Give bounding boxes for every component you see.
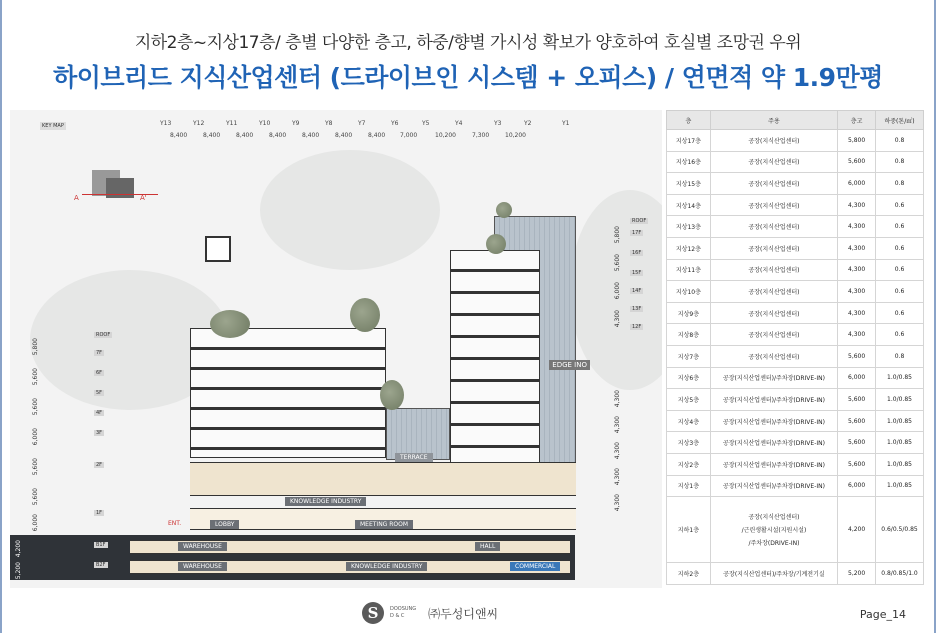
header-use: 주용 [710, 111, 837, 130]
cell-use: 공장(지식산업센터) [710, 281, 837, 303]
cell-load: 0.8 [876, 151, 924, 173]
grid-label: Y3 [494, 120, 502, 127]
level-tag: 2F [96, 462, 103, 468]
floor-height-dim: 6,000 [614, 282, 621, 300]
floor-height-dim: 4,200 [15, 540, 22, 558]
level-tag: 13F [632, 306, 642, 312]
terrace-tree [380, 380, 404, 410]
span-dimension: 7,300 [472, 132, 490, 139]
header-floor: 층 [667, 111, 711, 130]
grid-label: Y4 [455, 120, 463, 127]
cell-floor: 지상13층 [667, 216, 711, 238]
table-row [667, 151, 924, 173]
floor-height-dim: 4,300 [614, 442, 621, 460]
cell-load: 0.6/0.5/0.85 [876, 497, 924, 563]
level-tag: 16F [632, 250, 642, 256]
floor-height-dim: 6,000 [32, 514, 39, 532]
knowledge-industry-label: KNOWLEDGE INDUSTRY [285, 497, 366, 506]
grid-dimensions [160, 120, 582, 150]
cell-load: 1.0/0.85 [876, 475, 924, 497]
cell-height: 5,600 [838, 389, 876, 411]
level-tag: 6F [96, 370, 103, 376]
logo-text [390, 606, 416, 620]
cell-use: 공장(지식산업센터) [710, 173, 837, 195]
span-dimension: 8,400 [170, 132, 188, 139]
background-foliage [260, 150, 440, 270]
hall-label: HALL [475, 542, 500, 551]
cell-use [710, 497, 837, 563]
level-tag: 4F [96, 410, 103, 416]
level-tag: 14F [632, 288, 642, 294]
rooftop-tree [486, 234, 506, 254]
span-dimension: 10,200 [435, 132, 456, 139]
company-name: ㈜두성디앤씨 [428, 606, 499, 621]
cell-floor: 지상2층 [667, 453, 711, 475]
cell-load: 0.8/0.85/1.0 [876, 563, 924, 585]
cell-height: 6,000 [838, 475, 876, 497]
cell-load: 0.8 [876, 130, 924, 152]
logo-line: DOOSUNG [390, 606, 417, 612]
floor-height-dim: 4,300 [614, 416, 621, 434]
cell-load: 0.8 [876, 173, 924, 195]
span-dimension: 10,200 [505, 132, 526, 139]
cell-use: 공장(지식산업센터) [710, 151, 837, 173]
table-header-row [667, 111, 924, 130]
cell-load: 1.0/0.85 [876, 432, 924, 454]
cell-use: 공장(지식산업센터)/주차장(DRIVE-IN) [710, 389, 837, 411]
grid-label: Y9 [292, 120, 300, 127]
cell-floor: 지상16층 [667, 151, 711, 173]
cell-load: 0.6 [876, 216, 924, 238]
span-dimension: 8,400 [368, 132, 386, 139]
table-row [667, 194, 924, 216]
cell-height: 5,800 [838, 130, 876, 152]
cell-use: 공장(지식산업센터)/주차장(DRIVE-IN) [710, 453, 837, 475]
cell-floor: 지상1층 [667, 475, 711, 497]
cell-use: 공장(지식산업센터) [710, 259, 837, 281]
terrace-label: TERRACE [395, 453, 433, 462]
keymap-diagram [74, 170, 162, 210]
table-row [667, 410, 924, 432]
span-dimension: 8,400 [302, 132, 320, 139]
cell-load: 0.6 [876, 259, 924, 281]
cell-load: 1.0/0.85 [876, 367, 924, 389]
cell-height: 5,600 [838, 345, 876, 367]
table-row [667, 281, 924, 303]
cell-floor: 지상15층 [667, 173, 711, 195]
use-line: 공장(지식산업센터) [748, 514, 800, 522]
cell-use: 공장(지식산업센터)/주차장(DRIVE-IN) [710, 475, 837, 497]
cell-load: 0.6 [876, 281, 924, 303]
cell-use: 공장(지식산업센터) [710, 302, 837, 324]
cell-floor: 지상7층 [667, 345, 711, 367]
knowledge-industry-b2-label: KNOWLEDGE INDUSTRY [346, 562, 427, 571]
keymap-label: KEY MAP [42, 123, 64, 129]
table-row [667, 432, 924, 454]
cell-use: 공장(지식산업센터) [710, 194, 837, 216]
cell-height: 4,300 [838, 324, 876, 346]
cell-height: 4,300 [838, 281, 876, 303]
cell-load: 0.6 [876, 302, 924, 324]
floor-height-dim: 6,000 [32, 428, 39, 446]
page-subtitle: 지하2층~지상17층/ 층별 다양한 층고, 하중/향별 가시성 확보가 양호하여 호실별 조망권 우위 [134, 33, 802, 53]
cell-floor: 지상3층 [667, 432, 711, 454]
cell-load: 0.6 [876, 237, 924, 259]
section-mark-a: A [74, 194, 79, 202]
rooftop-tree [496, 202, 512, 218]
warehouse-b1-label: WAREHOUSE [178, 542, 227, 551]
cell-height: 4,300 [838, 194, 876, 216]
cell-floor: 지상17층 [667, 130, 711, 152]
cell-floor: 지상6층 [667, 367, 711, 389]
floor-height-dim: 4,300 [614, 390, 621, 408]
span-dimension: 8,400 [335, 132, 353, 139]
cell-use: 공장(지식산업센터) [710, 130, 837, 152]
cell-floor: 지상9층 [667, 302, 711, 324]
page-number: Page_14 [859, 608, 906, 621]
cell-floor: 지하1층 [667, 497, 711, 563]
level-tag: 12F [632, 324, 642, 330]
header-height: 층고 [838, 111, 876, 130]
cell-height: 5,600 [838, 151, 876, 173]
cell-height: 4,200 [838, 497, 876, 563]
table-row [667, 497, 924, 563]
cell-load: 0.6 [876, 194, 924, 216]
table-row [667, 563, 924, 585]
level-tag: 17F [632, 230, 642, 236]
edge-line-label: EDGE INO [549, 360, 590, 370]
level-tag: ROOF [632, 218, 647, 224]
knowledge-industry-floor [190, 462, 576, 496]
table-row [667, 259, 924, 281]
span-dimension: 7,000 [400, 132, 418, 139]
span-dimension: 8,400 [236, 132, 254, 139]
cell-floor: 지하2층 [667, 563, 711, 585]
tower-floors [450, 250, 540, 480]
floor-height-dim: 5,800 [614, 226, 621, 244]
table-row [667, 324, 924, 346]
cell-floor: 지상8층 [667, 324, 711, 346]
grid-label: Y11 [226, 120, 238, 127]
level-tag: ROOF [96, 332, 111, 338]
header-load: 하중(톤/㎡) [876, 111, 924, 130]
cell-floor: 지상4층 [667, 410, 711, 432]
rooftop-tree [350, 298, 380, 332]
cell-floor: 지상14층 [667, 194, 711, 216]
cell-floor: 지상10층 [667, 281, 711, 303]
cell-load: 1.0/0.85 [876, 453, 924, 475]
floor-height-dim: 4,300 [614, 310, 621, 328]
cell-load: 0.8 [876, 345, 924, 367]
table-row [667, 367, 924, 389]
warehouse-b2-label: WAREHOUSE [178, 562, 227, 571]
level-tag: B1F [96, 542, 106, 548]
table-row [667, 302, 924, 324]
floor-height-dim: 5,600 [32, 458, 39, 476]
section-drawing [10, 110, 662, 588]
commercial-label: COMMERCIAL [510, 562, 560, 571]
grid-label: Y2 [524, 120, 532, 127]
cell-use: 공장(지식산업센터) [710, 324, 837, 346]
cell-height: 5,600 [838, 432, 876, 454]
grid-label: Y12 [193, 120, 205, 127]
grid-label: Y1 [562, 120, 570, 127]
rooftop-tree [210, 310, 250, 338]
cell-use: 공장(지식산업센터) [710, 345, 837, 367]
level-tag: 5F [96, 390, 103, 396]
cell-load: 0.6 [876, 324, 924, 346]
cell-load: 1.0/0.85 [876, 389, 924, 411]
lobby-label: LOBBY [210, 520, 239, 529]
grid-label: Y13 [160, 120, 172, 127]
rooftop-structure [205, 236, 231, 262]
cell-load: 1.0/0.85 [876, 410, 924, 432]
cell-floor: 지상12층 [667, 237, 711, 259]
use-line: /근린생활시설(지원시설) [741, 527, 807, 535]
table-row [667, 237, 924, 259]
span-dimension: 8,400 [269, 132, 287, 139]
floor-height-dim: 5,600 [32, 488, 39, 506]
grid-label: Y7 [358, 120, 366, 127]
cell-height: 6,000 [838, 173, 876, 195]
grid-label: Y5 [422, 120, 430, 127]
cell-use: 공장(지식산업센터)/주차장(DRIVE-IN) [710, 367, 837, 389]
logo-mark: S [362, 602, 384, 624]
level-tag: 1F [96, 510, 103, 516]
cell-use: 공장(지식산업센터)/주차장(DRIVE-IN) [710, 432, 837, 454]
cell-use: 공장(지식산업센터) [710, 237, 837, 259]
table-row [667, 345, 924, 367]
floor-height-dim: 5,600 [32, 398, 39, 416]
cell-height: 4,300 [838, 259, 876, 281]
grid-label: Y8 [325, 120, 333, 127]
use-line: /주차장(DRIVE-IN) [748, 540, 800, 548]
cell-use: 공장(지식산업센터)/주차장(DRIVE-IN) [710, 410, 837, 432]
table-row [667, 475, 924, 497]
table-row [667, 130, 924, 152]
cell-use: 공장(지식산업센터) [710, 216, 837, 238]
entrance-label: ENT. [168, 520, 182, 527]
floor-height-dim: 4,300 [614, 468, 621, 486]
cell-height: 5,600 [838, 410, 876, 432]
section-mark-a-prime: A' [140, 194, 147, 202]
table-row [667, 389, 924, 411]
podium-floors [190, 328, 386, 458]
table-row [667, 453, 924, 475]
floor-height-dim: 5,600 [614, 254, 621, 272]
cell-height: 6,000 [838, 367, 876, 389]
cell-floor: 지상5층 [667, 389, 711, 411]
table-row [667, 173, 924, 195]
level-tag: 7F [96, 350, 103, 356]
cell-height: 5,200 [838, 563, 876, 585]
floor-height-dim: 4,300 [614, 494, 621, 512]
floor-height-dim: 5,800 [32, 338, 39, 356]
grid-label: Y10 [259, 120, 271, 127]
meeting-room-label: MEETING ROOM [355, 520, 413, 529]
level-tag: 15F [632, 270, 642, 276]
span-dimension: 8,400 [203, 132, 221, 139]
cell-height: 4,300 [838, 216, 876, 238]
cell-height: 4,300 [838, 302, 876, 324]
page-title: 하이브리드 지식산업센터 (드라이브인 시스템 + 오피스) / 연면적 약 1.9만평 [53, 63, 883, 92]
level-tag: B2F [96, 562, 106, 568]
table-row [667, 216, 924, 238]
floor-height-dim: 5,600 [32, 368, 39, 386]
company-logo [362, 602, 498, 624]
cell-height: 5,600 [838, 453, 876, 475]
cell-floor: 지상11층 [667, 259, 711, 281]
floor-height-dim: 5,200 [15, 562, 22, 580]
logo-line: D & C [390, 613, 405, 619]
level-tag: 3F [96, 430, 103, 436]
floor-spec-table [666, 110, 924, 585]
cell-use: 공장(지식산업센터)/주차장/기계전기실 [710, 563, 837, 585]
grid-label: Y6 [391, 120, 399, 127]
cell-height: 4,300 [838, 237, 876, 259]
